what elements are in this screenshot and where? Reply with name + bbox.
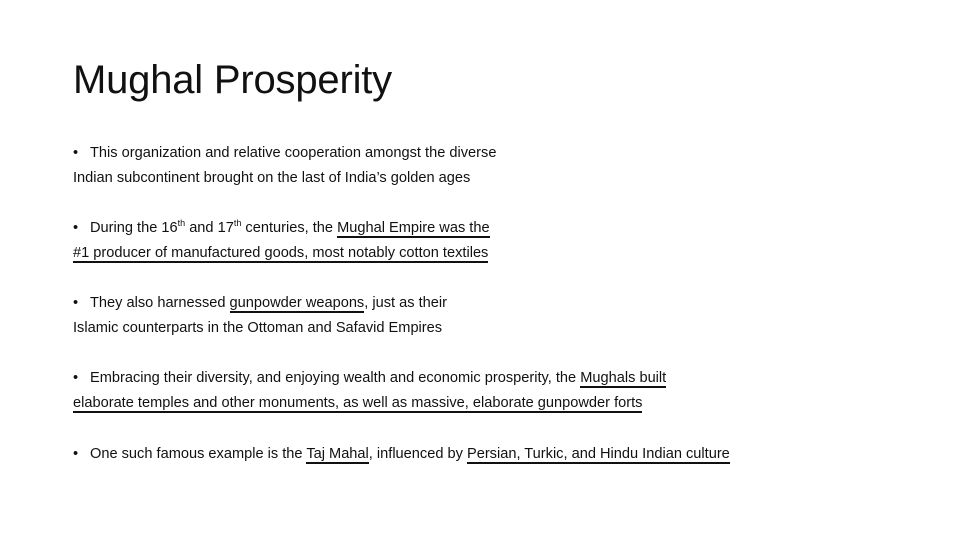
underlined-text: Taj Mahal [306,446,369,462]
underlined-text: Mughals built [580,370,667,386]
bullet-manufacturing [73,216,490,266]
bullet-text-continuation [73,391,666,416]
bullet-text: One such famous example is the [90,446,307,462]
bullet-organization [73,141,496,191]
bullet-text: and 17 [185,220,234,236]
bullet-text: They also harnessed [90,295,230,311]
bullet-marker: • [73,145,79,161]
underlined-text: #1 producer of manufactured goods, most notably cotton textiles [73,245,489,261]
underlined-text: elaborate temples and other monuments, as well as massive, elaborate gunpowder forts [73,395,643,411]
slide-title: Mughal Prosperity [73,58,392,102]
underlined-text: Mughal Empire was the [337,220,490,236]
bullet-text: centuries, the [241,220,338,236]
bullet-text-continuation: Islamic counterparts in the Ottoman and Safavid Empires [73,320,443,336]
bullet-text: , influenced by [368,446,467,462]
bullet-line [73,141,496,166]
bullet-text: Embracing their diversity, and enjoying wealth and economic prosperity, the [90,370,581,386]
bullet-text: During the 16 [90,220,178,236]
bullet-diversity [73,366,666,416]
bullet-line [73,366,666,391]
underlined-text: Persian, Turkic, and Hindu Indian culture [466,446,730,462]
bullet-marker: • [73,370,79,386]
bullet-marker: • [73,220,79,236]
underlined-text: gunpowder weapons [229,295,365,311]
ordinal-suffix: th [233,218,242,228]
bullet-line [73,291,447,316]
bullet-taj-mahal [73,442,730,467]
bullet-line [73,442,730,467]
bullet-gunpowder [73,291,447,341]
bullet-text-continuation [73,241,490,266]
bullet-text-continuation: Indian subcontinent brought on the last of India’s golden ages [73,170,471,186]
bullet-marker: • [73,446,79,462]
bullet-marker: • [73,295,79,311]
bullet-line [73,216,490,241]
bullet-text: , just as their [364,295,447,311]
ordinal-suffix: th [177,218,186,228]
bullet-text: This organization and relative cooperation amongst the diverse [90,145,497,161]
